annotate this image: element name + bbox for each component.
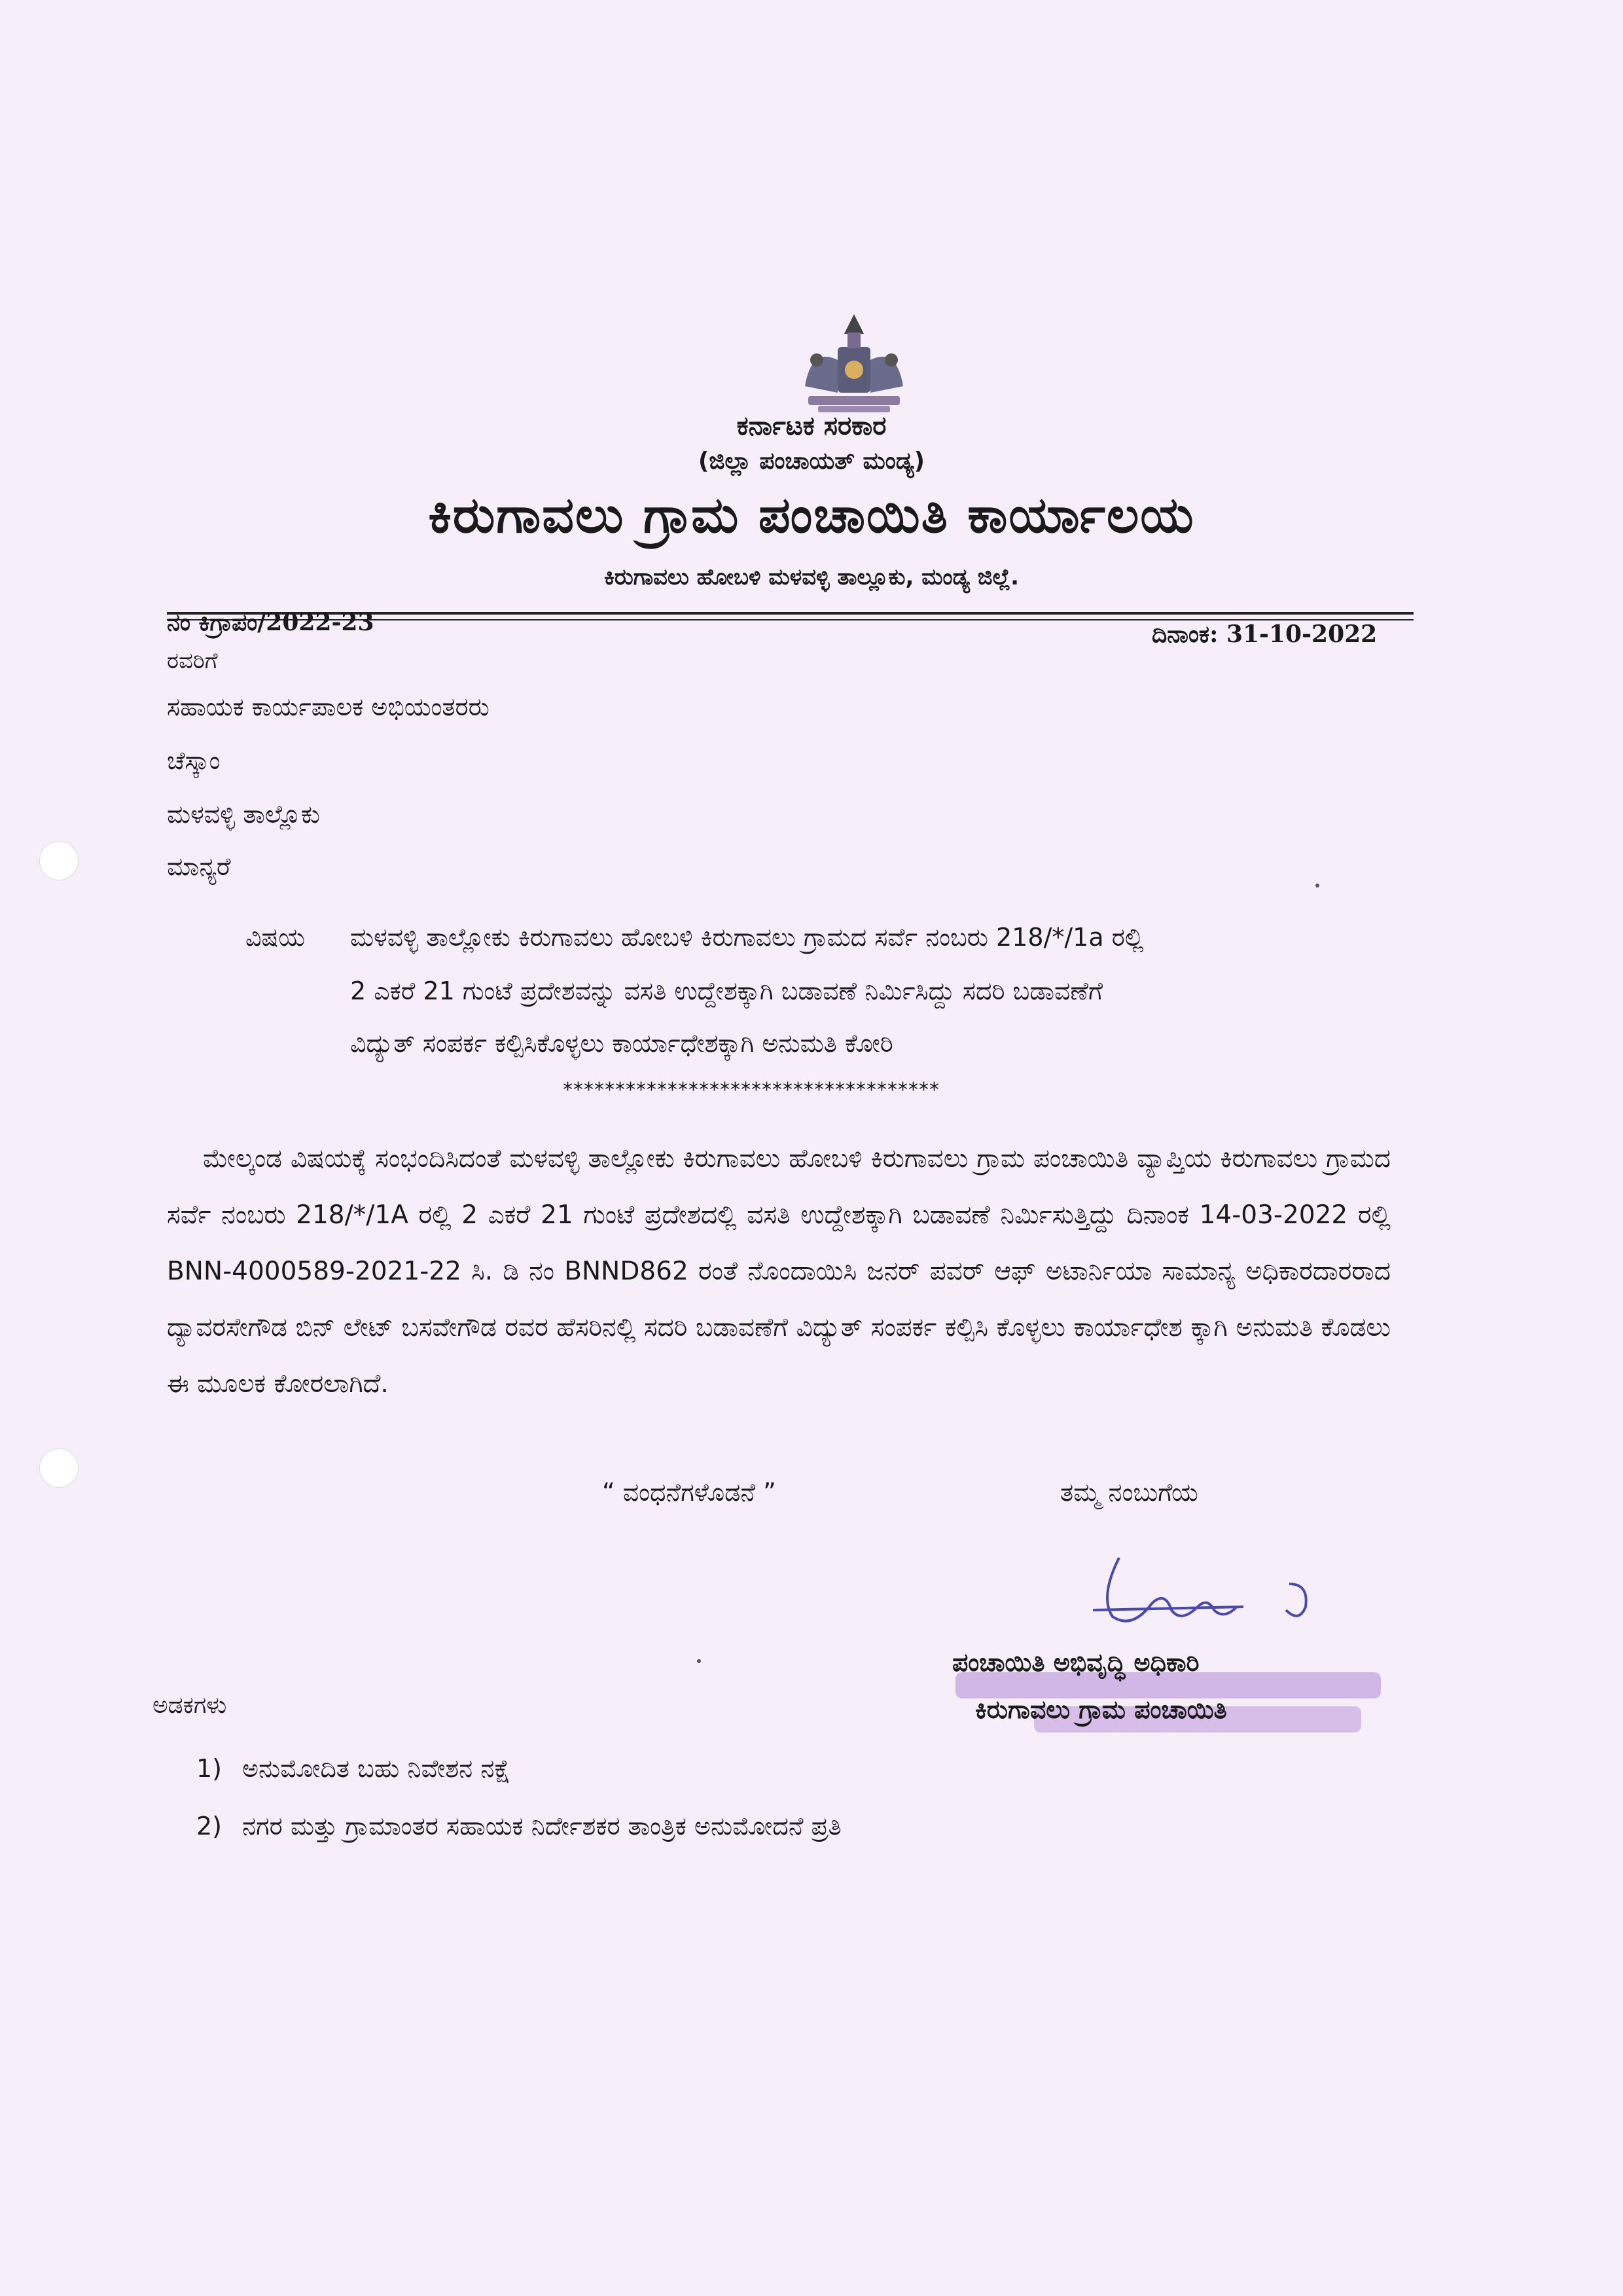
enclosure-number: 1) bbox=[196, 1754, 223, 1783]
letter-date: ದಿನಾಂಕ: 31-10-2022 bbox=[1152, 620, 1378, 648]
enclosure-text: ನಗರ ಮತ್ತು ಗ್ರಾಮಾಂತರ ಸಹಾಯಕ ನಿರ್ದೇಶಕರ ತಾಂತ್ರಿಕ ಅನುಮೋದನೆ ಪ್ರತಿ bbox=[242, 1812, 842, 1840]
karnataka-emblem-icon bbox=[792, 308, 916, 419]
subject-line-3: ವಿದ್ಯುತ್ ಸಂಪರ್ಕ ಕಲ್ಪಿಸಿಕೊಳ್ಳಲು ಕಾರ್ಯಾಧೇಶಕ್ಕಾಗಿ ಅನುಮತಿ ಕೋರಿ bbox=[350, 1029, 893, 1058]
punch-hole bbox=[39, 1448, 79, 1488]
closing-thanks: “ ವಂಧನೆಗಳೊಡನೆ ” bbox=[602, 1478, 776, 1507]
enclosure-text: ಅನುಮೋದಿತ ಬಹು ನಿವೇಶನ ನಕ್ಷೆ bbox=[242, 1754, 511, 1783]
signature bbox=[1073, 1545, 1335, 1643]
subject-label: ವಿಷಯ bbox=[245, 923, 306, 952]
signatory-office: ಕಿರುಗಾವಲು ಗ್ರಾಮ ಪಂಚಾಯಿತಿ bbox=[975, 1695, 1227, 1724]
subject-line-2: 2 ಎಕರೆ 21 ಗುಂಟೆ ಪ್ರದೇಶವನ್ನು ವಸತಿ ಉದ್ದೇಶಕ್ಕಾಗಿ ಬಡಾವಣೆ ನಿರ್ಮಿಸಿದ್ದು ಸದರಿ ಬಡಾವಣೆಗೆ bbox=[350, 977, 1103, 1005]
addressee-line-2: ಚೆಸ್ಕಾಂ bbox=[167, 746, 221, 775]
subject-line-1: ಮಳವಳ್ಳಿ ತಾಲ್ಲೋಕು ಕಿರುಗಾವಲು ಹೋಬಳಿ ಕಿರುಗಾವಲು ಗ್ರಾಮದ ಸರ್ವೆ ನಂಬರು 218/*/1a ರಲ್ಲಿ bbox=[350, 923, 1144, 952]
office-title: ಕಿರುಗಾವಲು ಗ್ರಾಮ ಪಂಚಾಯಿತಿ ಕಾರ್ಯಾಲಯ bbox=[428, 486, 1195, 544]
closing-yours: ತಮ್ಮ ನಂಬುಗೆಯ bbox=[1060, 1478, 1198, 1507]
reference-number: ನಂ ಕಿಗ್ರಾಪಂ/2022-23 bbox=[167, 609, 374, 636]
enclosures-label: ಅಡಕಗಳು bbox=[152, 1692, 227, 1719]
enclosure-number: 2) bbox=[196, 1812, 223, 1840]
separator: ************************************ bbox=[563, 1079, 940, 1102]
body-paragraph: ಮೇಲ್ಕಂಡ ವಿಷಯಕ್ಕೆ ಸಂಭಂದಿಸಿದಂತೆ ಮಳವಳ್ಳಿ ತಾಲ್ಲೋಕು ಕಿರುಗಾವಲು ಹೋಬಳಿ ಕಿರುಗಾವಲು ಗ್ರಾಮ ಪಂಚಾಯಿತಿ ವ್ಯಾಪ್ತಿಯ ಕಿರುಗಾವಲು ಗ್ರಾಮದ ಸರ್ವೆ ನಂಬರು 218/*/1A ರಲ್ಲಿ 2 ಎಕರೆ 21 ಗುಂಟೆ ಪ್ರದೇಶದಲ್ಲಿ ವಸತಿ ಉದ್ದೇಶಕ್ಕಾಗಿ ಬಡಾವಣೆ ನಿರ್ಮಿಸುತ್ತಿದ್ದು ದಿನಾಂಕ 14-03-2022 ರಲ್ಲಿ BNN-4000589-2021-22 ಸಿ. ಡಿ ನಂ BNND862 ರಂತೆ ನೊಂದಾಯಿಸಿ ಜನರ್ ಪವರ್ ಆಫ್ ಅಟಾರ್ನಿಯಾ ಸಾಮಾನ್ಯ ಅಧಿಕಾರದಾರರಾದ ದ್ಯಾವರಸೇಗೌಡ ಬಿನ್ ಲೇಟ್ ಬಸವೇಗೌಡ ರವರ ಹೆಸರಿನಲ್ಲಿ ಸದರಿ ಬಡಾವಣೆಗೆ ವಿದ್ಯುತ್ ಸಂಪರ್ಕ ಕಲ್ಪಿಸಿ ಕೊಳ್ಳಲು ಕಾರ್ಯಾಧೇಶ ಕ್ಕಾಗಿ ಅನುಮತಿ ಕೊಡಲು ಈ ಮೂಲಕ ಕೋರಲಾಗಿದೆ. bbox=[167, 1144, 1391, 1399]
speck bbox=[1315, 884, 1319, 888]
to-label: ರವರಿಗೆ bbox=[167, 648, 218, 674]
speck bbox=[697, 1659, 701, 1663]
signatory-designation: ಪಂಚಾಯಿತಿ ಅಭಿವೃದ್ಧಿ ಅಧಿಕಾರಿ bbox=[952, 1648, 1200, 1677]
punch-hole bbox=[39, 841, 79, 880]
zilla-panchayat: (ಜಿಲ್ಲಾ ಪಂಚಾಯತ್ ಮಂಡ್ಯ) bbox=[698, 448, 925, 475]
salutation: ಮಾನ್ಯರೆ bbox=[167, 852, 231, 881]
enclosure-item bbox=[196, 1754, 510, 1784]
office-address: ಕಿರುಗಾವಲು ಹೋಬಳಿ ಮಳವಳ್ಳಿ ತಾಲ್ಲೂಕು, ಮಂಡ್ಯ ಜಿಲ್ಲೆ. bbox=[604, 564, 1019, 590]
addressee-line-3: ಮಳವಳ್ಳಿ ತಾಲ್ಲೊಕು bbox=[167, 800, 320, 829]
enclosure-item bbox=[196, 1812, 842, 1841]
addressee-line-1: ಸಹಾಯಕ ಕಾರ್ಯಪಾಲಕ ಅಭಿಯಂತರರು bbox=[167, 692, 490, 721]
government-name: ಕರ್ನಾಟಕ ಸರಕಾರ bbox=[736, 411, 887, 441]
